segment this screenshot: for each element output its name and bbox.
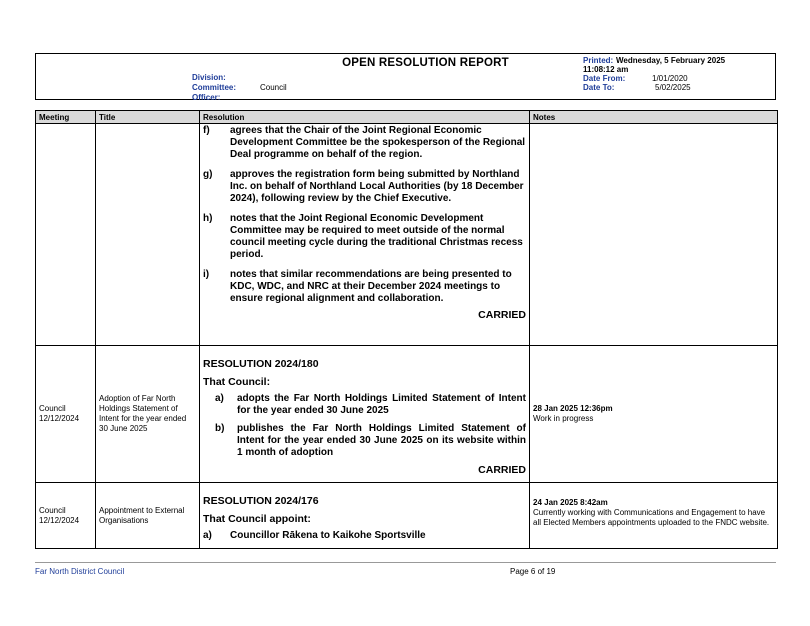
title-cell	[96, 483, 200, 549]
item-label: a)	[215, 393, 224, 404]
resolution-number: RESOLUTION 2024/176	[203, 495, 319, 507]
resolution-item	[203, 213, 526, 261]
item-label: a)	[203, 530, 212, 541]
notes-cell	[530, 124, 778, 346]
that-council: That Council:	[203, 376, 271, 388]
resolution-item	[203, 169, 526, 205]
notes-text: Work in progress	[533, 414, 594, 423]
column-header-title: Title	[96, 111, 200, 124]
officer-label: Officer:	[192, 93, 221, 102]
resolution-item	[215, 423, 526, 459]
date-to-value: 5/02/2025	[655, 83, 691, 92]
date-to-label: Date To:	[583, 83, 615, 92]
resolution-item	[203, 125, 526, 161]
item-text: adopts the Far North Holdings Limited Statement of Intent for the year ended 30 June 2025	[237, 393, 526, 416]
notes-date: 28 Jan 2025 12:36pm	[533, 404, 613, 413]
meeting-name: Council	[39, 505, 66, 515]
meeting-cell	[36, 124, 96, 346]
item-text: approves the registration form being submitted by Northland Inc. on behalf of Northland Local Authorities (by 18 December 2024), following review by the Chief Executive.	[230, 169, 524, 204]
item-text: notes that the Joint Regional Economic Development Committee may be required to meet outside of the normal council meeting cycle during the traditional Christmas recess period.	[230, 213, 523, 260]
printed-value: Wednesday, 5 February 2025	[616, 56, 726, 65]
item-title: Appointment to External Organisations	[99, 505, 185, 525]
item-text: notes that similar recommendations are being presented to KDC, WDC, and NRC at their December 2024 meetings to ensure regional alignment and collaboration.	[230, 269, 512, 304]
notes-date: 24 Jan 2025 8:42am	[533, 498, 608, 507]
table-row	[36, 346, 778, 483]
meeting-cell	[36, 346, 96, 483]
footer-divider	[35, 562, 776, 563]
committee-label: Committee:	[192, 83, 237, 92]
resolution-cell	[200, 346, 530, 483]
meeting-cell	[36, 483, 96, 549]
that-council: That Council appoint:	[203, 513, 311, 525]
report-header	[35, 53, 776, 100]
table-row	[36, 124, 778, 346]
meeting-date: 12/12/2024	[39, 414, 80, 423]
item-label: i)	[203, 269, 210, 280]
carried-status: CARRIED	[478, 309, 526, 321]
item-label: b)	[215, 423, 225, 434]
table-header-row	[36, 111, 778, 124]
item-label: g)	[203, 169, 213, 180]
committee-value: Council	[260, 83, 287, 92]
resolution-number: RESOLUTION 2024/180	[203, 358, 319, 370]
printed-time: 11:08:12 am	[583, 65, 629, 74]
date-from-value: 1/01/2020	[652, 74, 688, 83]
notes-cell	[530, 346, 778, 483]
item-title: Adoption of Far North Holdings Statement of Intent for the year ended 30 June 2025	[99, 394, 187, 433]
column-header-meeting: Meeting	[36, 111, 96, 124]
notes-text: Currently working with Communications and Engagement to have all Elected Members appointments uploaded to the FNDC website.	[533, 508, 770, 527]
column-header-resolution: Resolution	[200, 111, 530, 124]
item-text: publishes the Far North Holdings Limited Statement of Intent for the year ended 30 June 2025 on its website within 1 month of adoption	[237, 423, 526, 458]
resolution-cell	[200, 483, 530, 549]
resolution-item	[203, 269, 526, 305]
title-cell	[96, 124, 200, 346]
resolution-item	[215, 393, 526, 417]
column-header-notes: Notes	[530, 111, 778, 124]
page-number: Page 6 of 19	[510, 567, 556, 576]
resolution-cell	[200, 124, 530, 346]
notes-cell	[530, 483, 778, 549]
printed-label: Printed:	[583, 56, 614, 65]
report-title: OPEN RESOLUTION REPORT	[342, 57, 509, 69]
resolution-table	[35, 110, 778, 549]
meeting-date: 12/12/2024	[39, 515, 80, 525]
item-text: agrees that the Chair of the Joint Regional Economic Development Committee be the spokesperson of the Regional Deal programme on behalf of the region.	[230, 125, 526, 160]
date-from-label: Date From:	[583, 74, 626, 83]
item-label: h)	[203, 213, 213, 224]
title-cell	[96, 346, 200, 483]
item-label: f)	[203, 125, 210, 136]
resolution-item	[203, 530, 526, 542]
item-text: Councillor Rākena to Kaikohe Sportsville	[230, 530, 426, 541]
meeting-name: Council	[39, 404, 66, 413]
footer-organisation: Far North District Council	[35, 567, 125, 576]
carried-status: CARRIED	[478, 464, 526, 476]
division-label: Division:	[192, 73, 226, 82]
table-row	[36, 483, 778, 549]
